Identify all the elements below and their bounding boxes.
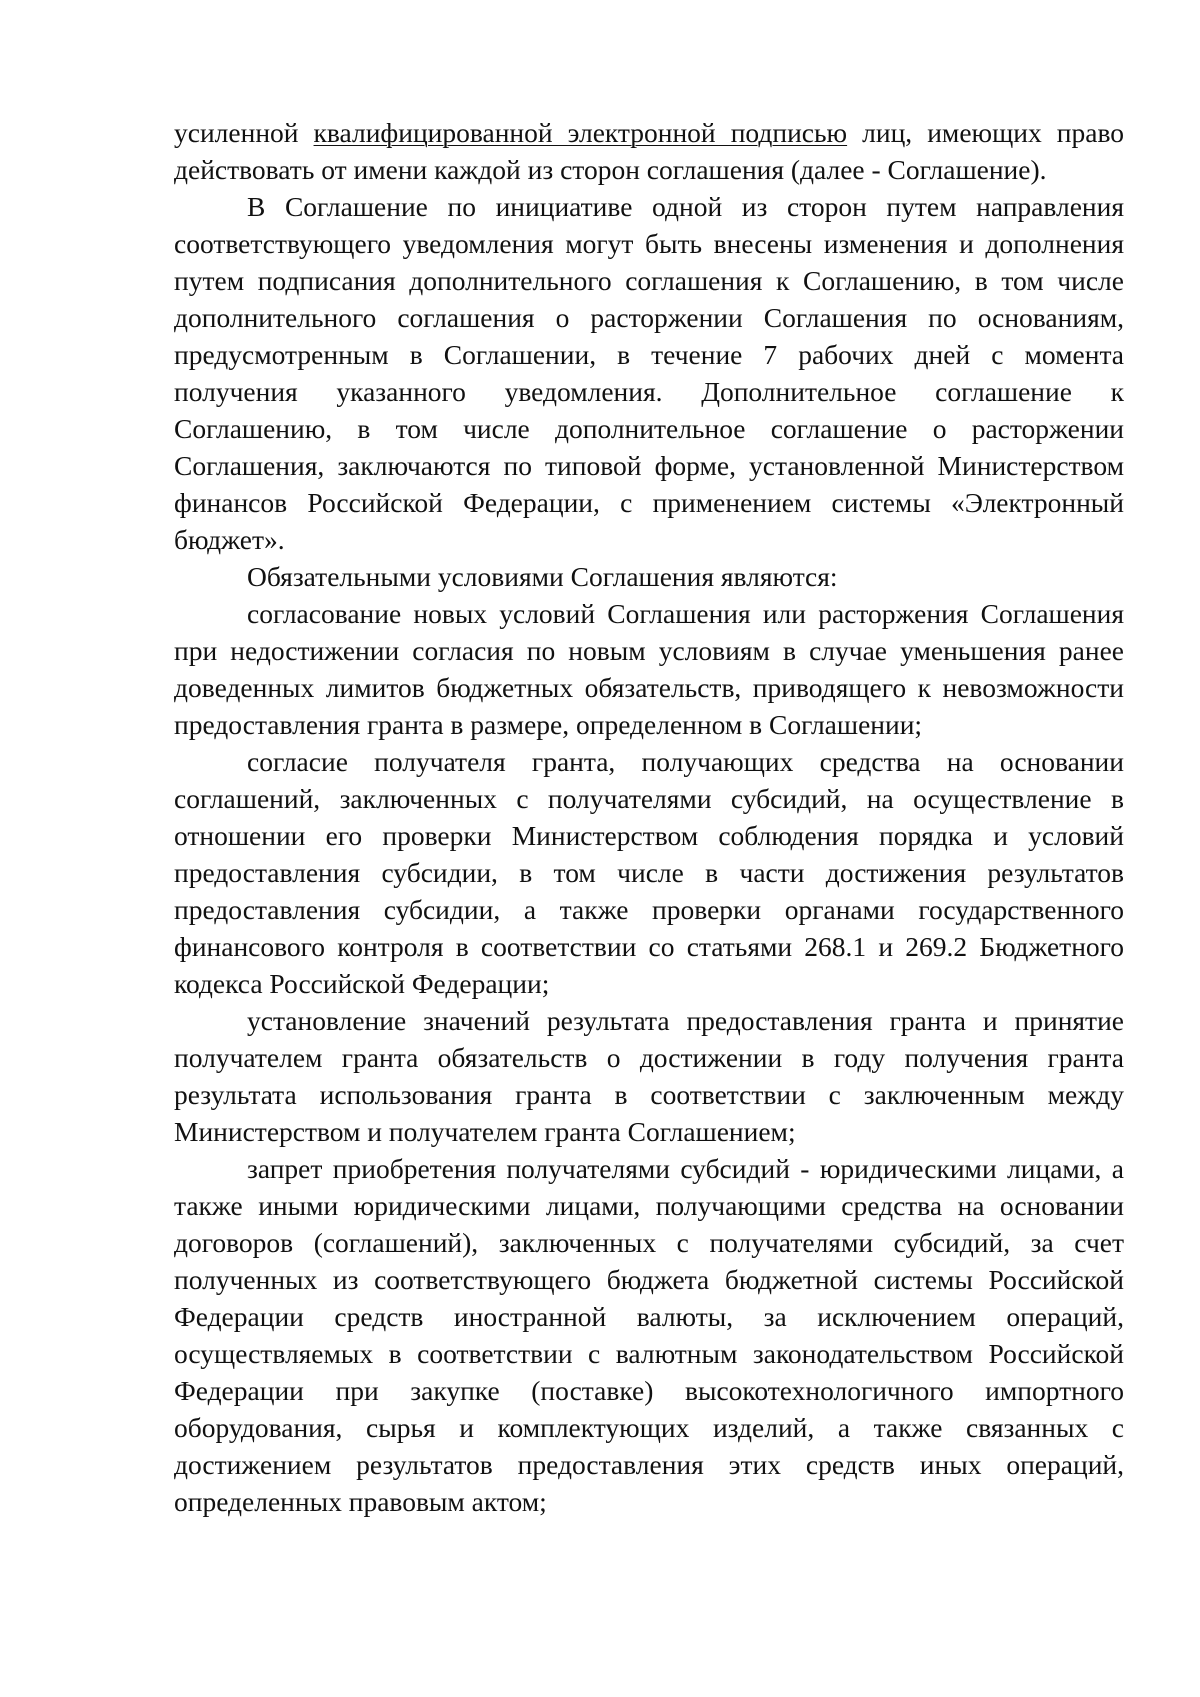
paragraph-signature (174, 114, 1124, 188)
paragraph-condition-currency-ban: запрет приобретения получателями субсидий - юридическими лицами, а также иными юридическими лицами, получающими средства на основании договоров (соглашений), заключенных с получателями субсидий, за счет полученных из соответствующего бюджета бюджетной системы Российской Федерации средств иностранной валюты, за исключением операций, осуществляемых в соответствии с валютным законодательством Российской Федерации при закупке (поставке) высокотехнологичного импортного оборудования, сырья и комплектующих изделий, а также связанных с достижением результатов предоставления этих средств иных операций, определенных правовым актом; (174, 1153, 1124, 1517)
paragraph-mandatory-conditions: Обязательными условиями Соглашения являются: (247, 561, 838, 592)
paragraph-condition-results: установление значений результата предоставления гранта и принятие получателем гранта обязательств о достижении в году получения гранта результата использования гранта в соответствии с заключенным между Министерством и получателем гранта Соглашением; (174, 1005, 1124, 1147)
paragraph-condition-new-terms: согласование новых условий Соглашения или расторжения Соглашения при недостижении согласия по новым условиям в случае уменьшения ранее доведенных лимитов бюджетных обязательств, приводящего к невозможности предоставления гранта в размере, определенном в Соглашении; (174, 598, 1124, 740)
paragraph-signature-lead: усиленной (174, 117, 314, 148)
paragraph-signature-tail: лиц, имеющих право действовать от имени каждой из сторон соглашения (далее - Соглашение). (174, 117, 1124, 185)
qualified-signature-link[interactable]: квалифицированной электронной подписью (313, 117, 848, 148)
document-page (174, 114, 1124, 1520)
paragraph-amendments: В Соглашение по инициативе одной из сторон путем направления соответствующего уведомления могут быть внесены изменения и дополнения путем подписания дополнительного соглашения к Соглашению, в том числе дополнительного соглашения о расторжении Соглашения по основаниям, предусмотренным в Соглашении, в течение 7 рабочих дней с момента получения указанного уведомления. Дополнительное соглашение к Соглашению, в том числе дополнительное соглашение о расторжении Соглашения, заключаются по типовой форме, установленной Министерством финансов Российской Федерации, с применением системы «Электронный бюджет». (174, 191, 1124, 555)
paragraph-condition-audit-consent: согласие получателя гранта, получающих средства на основании соглашений, заключенных с получателями субсидий, на осуществление в отношении его проверки Министерством соблюдения порядка и условий предоставления субсидии, в том числе в части достижения результатов предоставления субсидии, а также проверки органами государственного финансового контроля в соответствии со статьями 268.1 и 269.2 Бюджетного кодекса Российской Федерации; (174, 746, 1124, 999)
